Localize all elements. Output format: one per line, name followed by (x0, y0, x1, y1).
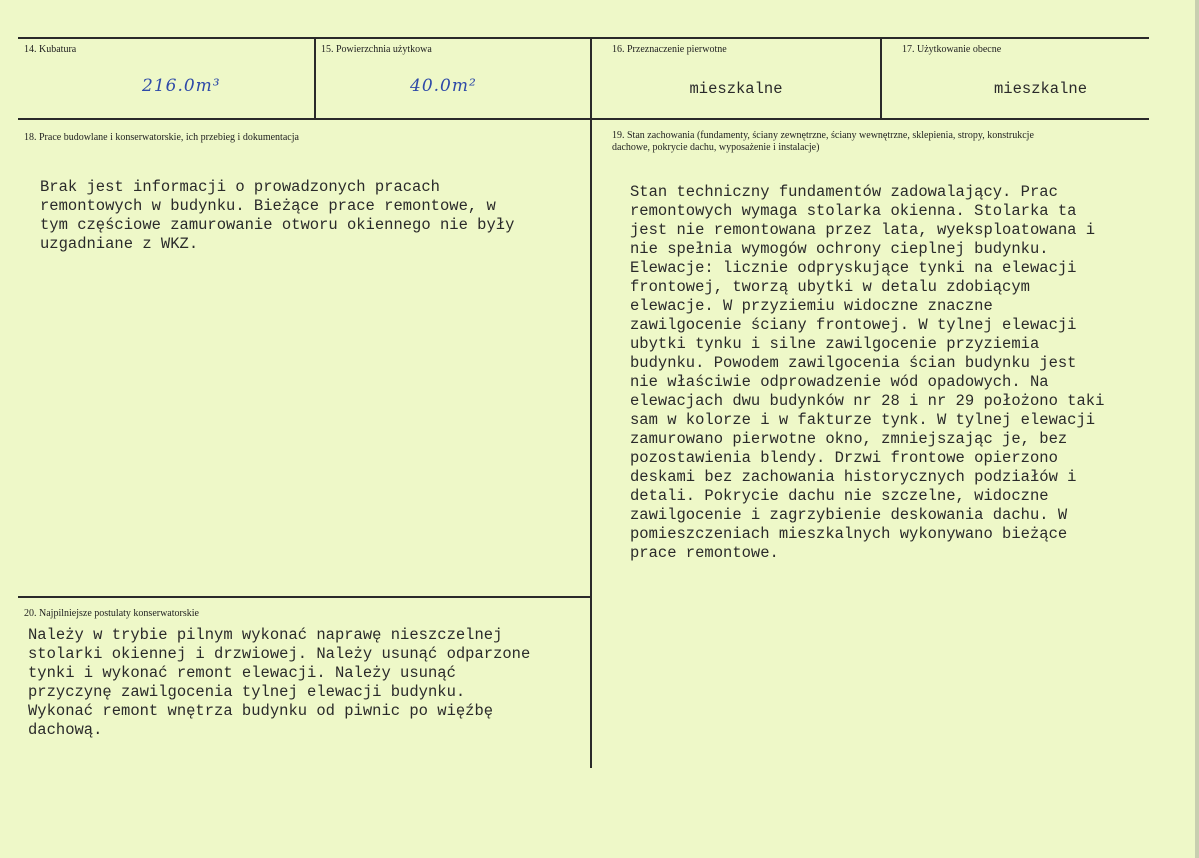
field-14-handwritten-value: 216.0m³ (142, 76, 221, 96)
row1-border (18, 118, 1149, 120)
field-19-text: Stan techniczny fundamentów zadowalający. Prac remontowych wymaga stolarka okienna. Stolarka ta jest nie remontowana przez lata, wyeksploatowana i nie spełnia wymogów ochrony cieplnej budynku. Elewacje: licznie odpryskujące tynki na elewacji frontowej, tworzą ubytki w detalu zdobiącym elewacje. W przyziemiu widoczne znaczne zawilgocenie ściany frontowej. W tylnej elewacji ubytki tynku i silne zawilgocenie przyziemia budynku. Powodem zawilgocenia ścian budynku jest nie właściwie odprowadzenie wód opadowych. Na elewacjach dwu budynków nr 28 i nr 29 położono taki sam w kolorze i w fakturze tynk. W tylnej elewacji zamurowano pierwotne okno, zmniejszając je, bez pozostawienia blendy. Drzwi frontowe opierzono deskami bez zachowania historycznych podziałów i detali. Pokrycie dachu nie szczelne, widoczne zawilgocenie i zagrzybienie deskowania dachu. W pomieszczeniach mieszkalnych wykonywano bieżące prace remontowe. (630, 183, 1105, 562)
field-16-label: 16. Przeznaczenie pierwotne (612, 44, 727, 55)
field-15-handwritten-value: 40.0m² (410, 76, 477, 96)
divider-14-15 (314, 38, 316, 119)
field-19-label: 19. Stan zachowania (fundamenty, ściany zewnętrzne, ściany wewnętrzne, sklepienia, stropy, konstrukcje dachowe, pokrycie dachu, wyposażenie i instalacje) (612, 130, 1034, 153)
field-17-label: 17. Użytkowanie obecne (902, 44, 1002, 55)
field-17-value: mieszkalne (993, 80, 1087, 98)
field-16-value: mieszkalne (689, 80, 783, 98)
field-18-text: Brak jest informacji o prowadzonych pracach remontowych w budynku. Bieżące prace remontowe, w tym częściowe zamurowanie otworu okiennego nie były uzgadniane z WKZ. (40, 178, 515, 253)
scan-edge (1195, 0, 1199, 858)
section20-border (18, 596, 592, 598)
field-15-label: 15. Powierzchnia użytkowa (321, 44, 432, 55)
field-18-label: 18. Prace budowlane i konserwatorskie, ich przebieg i dokumentacja (24, 132, 299, 143)
field-20-label: 20. Najpilniejsze postulaty konserwatorskie (24, 608, 199, 619)
divider-16-17 (880, 38, 882, 119)
divider-center (590, 38, 592, 768)
top-border (18, 37, 1149, 39)
field-20-text: Należy w trybie pilnym wykonać naprawę nieszczelnej stolarki okiennej i drzwiowej. Należy usunąć odparzone tynki i wykonać remont elewacji. Należy usunąć przyczynę zawilgocenia tylnej elewacji budynku. Wykonać remont wnętrza budynku od piwnic po więźbę dachową. (28, 626, 531, 739)
field-14-label: 14. Kubatura (24, 44, 77, 55)
